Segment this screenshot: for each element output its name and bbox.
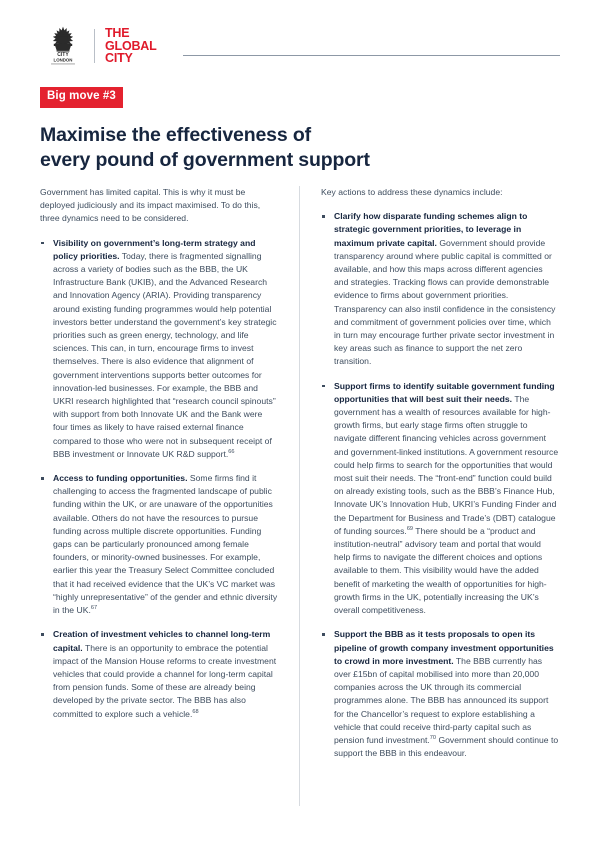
footnote-marker: 69 (406, 526, 414, 533)
big-move-badge-wrap (40, 86, 123, 108)
page-title-line-2: every pound of government support (40, 149, 370, 172)
list-item (40, 628, 278, 720)
list-item (40, 472, 278, 617)
bullet-lead: Support firms to identify suitable government funding opportunities that will best suit their needs. (334, 380, 555, 404)
footnote-marker: 66 (228, 449, 235, 455)
status-badge: Big move #3 (40, 87, 123, 108)
right-column (321, 186, 559, 806)
bullet-body: The BBB currently has over £15bn of capital mobilised into more than 20,000 companies across the UK through its commercial programmes alone. The BBB has announced its support for the Chancellor’s request to explore establishing a vehicle that could receive third-party capital such as pension fund investment. (334, 655, 549, 745)
page-title-line-1: Maximise the effectiveness of (40, 124, 311, 147)
footnote-marker: 70 (429, 735, 437, 742)
bullet-body-continued: Government should continue to support the BBB in this endeavour. (334, 734, 559, 759)
bullet-lead: Visibility on government’s long-term strategy and policy priorities. (53, 237, 256, 261)
city-of-london-crest-icon (40, 23, 86, 69)
left-column-intro: Government has limited capital. This is why it must be deployed judiciously and its impact maximised. To do this, three dynamics need to be considered. (40, 187, 261, 224)
the-global-city-wordmark (105, 27, 157, 65)
left-column-bullet-list (40, 237, 278, 721)
wordmark-line-1: THE (105, 26, 130, 41)
list-item (40, 237, 278, 461)
logo-divider (94, 29, 95, 63)
bullet-body-continued: There should be a “product and institution-neutral” advisory team and portal that would help firms to navigate the different choices and options available to them. This visibility would have the added benefit of marketing the wealth of opportunities for high-growth firms in the UK, potentially increasing the UK’s overall competitiveness. (334, 525, 547, 616)
page-header (40, 22, 560, 70)
footnote-marker: 68 (192, 708, 199, 715)
header-rule (183, 55, 560, 56)
left-column (40, 186, 278, 806)
bullet-body: Some firms find it challenging to access the fragmented landscape of public funding within the UK, or are unaware of the opportunities available. Others do not have the resources to pursue funding across multiple discrete opportunities. Funding gaps can be particularly pronounced among female founders, or minority-owned businesses. For example, earlier this year the Treasury Select Committee concluded that it had received evidence that the UK’s VC market was “highly unrepresentative” of the gender and ethnic diversity in the UK. (53, 473, 278, 616)
footnote-marker: 67 (90, 605, 98, 612)
wordmark-line-2: GLOBAL (105, 38, 157, 53)
svg-text:CITY: CITY (57, 52, 69, 59)
column-divider (299, 186, 300, 806)
bullet-lead: Support the BBB as it tests proposals to open its pipeline of growth company investment opportunities to crowd in more investment. (334, 629, 554, 666)
bullet-body: Government should provide transparency around where public capital is committed or available, and how this maps across different agencies and strategies. Tracking flows can provide demonstrable evidence to firms about government priorities. Transparency can also instil confidence in the consistency and commitment of government policies over time, which in turn may encourage further private sector investment in key areas such as finance to support the net zero transition. (334, 237, 556, 367)
bullet-lead: Access to funding opportunities. (53, 473, 188, 484)
list-item (321, 380, 559, 618)
svg-text:LONDON: LONDON (53, 57, 73, 63)
list-item (321, 628, 559, 760)
list-item (321, 210, 559, 368)
body-columns (40, 186, 560, 806)
right-column-intro: Key actions to address these dynamics include: (321, 187, 503, 197)
right-column-bullet-list (321, 210, 559, 760)
bullet-lead: Clarify how disparate funding schemes align to strategic government priorities, to leverage in maximum private capital. (334, 211, 528, 248)
bullet-body: The government has a wealth of resources available for high-growth firms, but early stage firms often struggle to navigate different financing vehicles across government and government-linked institutions. A government resource could help firms to search for the opportunities that would most suit their needs. The “front-end” function could build on already existing tools, such as the BBB’s Finance Hub, Innovate UK’s Innovation Hub, UKRI’s Funding Finder and the Department for Business and Trade’s (DBT) catalogue of funding sources. (334, 393, 559, 536)
bullet-lead: Creation of investment vehicles to channel long-term capital. (53, 629, 271, 653)
bullet-body: Today, there is fragmented signalling across a variety of bodies such as the BBB, the UK Infrastructure Bank (UKIB), and the Advanced Research and Innovation Agency (ARIA). Providing transparency around existing funding programmes would help potential investors better understand the government’s key strategic priorities such as green energy, technology, and life sciences. This can, in turn, encourage firms to invest themselves. There is also evidence that alignment of government interventions supports better outcomes for innovation-led businesses. For example, the BBB and UKRI research highlighted that “research council spinouts” with support from both Innovate UK and the Bank were four times as likely to have raised external finance compared to those who were not in subsequent receipt of BBB investment or Innovate UK R&D support. (53, 250, 277, 459)
page-title (40, 123, 460, 173)
wordmark-line-3: CITY (105, 51, 133, 66)
bullet-body: There is an opportunity to embrace the potential impact of the Mansion House reforms to create investment vehicles that could provide a channel for long-term capital from pension funds. Some of these are already being developed by the private sector. The BBB has also committed to explore such a vehicle. (53, 642, 277, 719)
